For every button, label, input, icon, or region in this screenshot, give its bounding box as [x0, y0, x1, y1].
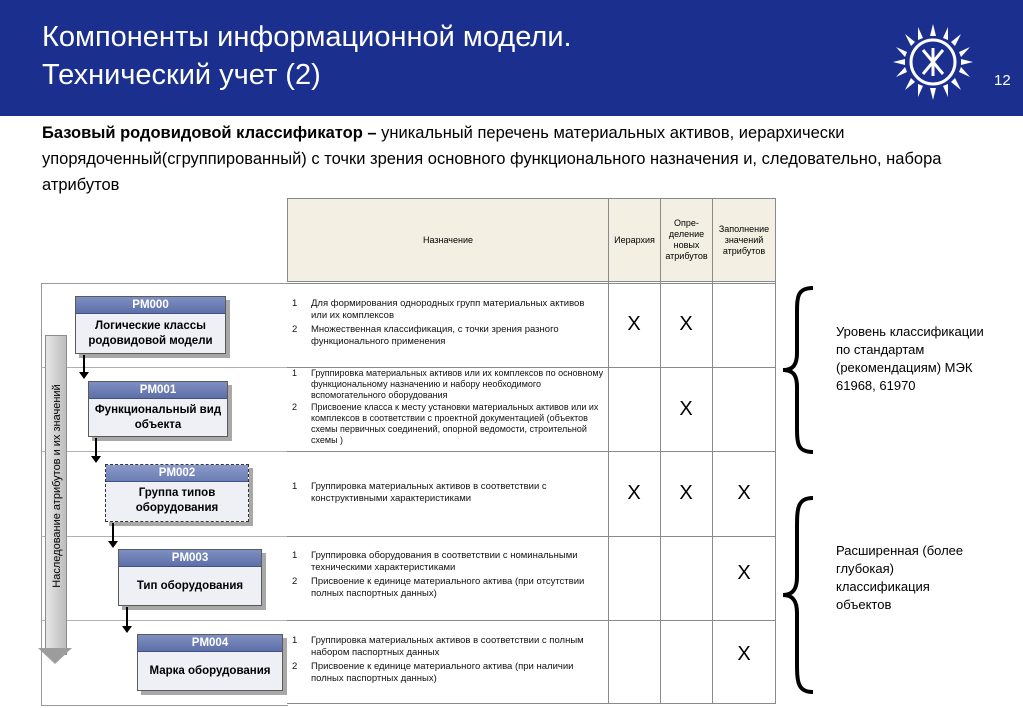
pm-code: PM004: [138, 635, 282, 652]
pm-code: PM001: [89, 382, 227, 399]
pm-label: Группа типов оборудования: [135, 487, 219, 514]
row-divider: [287, 620, 776, 621]
inheritance-arrow-head: [38, 648, 72, 664]
row-divider: [287, 703, 776, 704]
item-number: 1: [292, 481, 298, 492]
pm-code: PM003: [119, 550, 261, 567]
item-number: 1: [292, 298, 298, 309]
col-divider: [775, 282, 776, 704]
intro-paragraph: [42, 120, 982, 198]
item-text: Присвоение к единице материального актива (при отсутствии полных паспортных данных): [311, 576, 585, 599]
note-extended-level: Расширенная (более глубокая) классификация объектов: [836, 543, 964, 612]
item-text: Присвоение к единице материального актива (при наличии полных паспортных данных): [311, 661, 574, 684]
brace-upper: [779, 285, 819, 455]
connector-arrow: [126, 607, 128, 627]
brace-lower: [779, 495, 819, 695]
item-text: Присвоение класса к месту установки материальных активов или их комплексов в соответствии с проектной документацией (объектов схемы первичных соединений, опорной ведомости, строительной схемы ): [311, 402, 599, 445]
mark-define: X: [679, 482, 693, 504]
row-divider: [287, 451, 776, 452]
header-purpose: Назначение: [287, 198, 609, 282]
item-number: 1: [292, 635, 298, 646]
connector-arrow: [83, 355, 85, 373]
item-number: 1: [292, 368, 298, 378]
header-hierarchy: Иерархия: [608, 198, 661, 282]
row-description: [289, 298, 589, 348]
row-divider-left: [41, 451, 288, 452]
energy-company-logo-icon: [888, 20, 978, 104]
pm-code: PM002: [106, 465, 248, 482]
intro-bold-term: Базовый родовидовой классификатор –: [42, 124, 377, 142]
item-number: 2: [292, 402, 298, 412]
item-text: Для формирования однородных групп материальных активов или их комплексов: [311, 298, 585, 321]
note-standard-level: Уровень классификации по стандартам (рекомендациям) МЭК 61968, 61970: [836, 324, 984, 393]
item-number: 2: [292, 661, 298, 672]
mark-fill: X: [737, 643, 751, 665]
row-divider-left: [41, 536, 288, 537]
slide-title: [42, 18, 572, 94]
row-divider-left: [41, 620, 288, 621]
title-line-1: Компоненты информационной модели.: [42, 21, 572, 53]
item-text: Группировка материальных активов или их комплексов по основному функциональному назначению и набору необходимого вспомогательного оборудования: [311, 368, 604, 400]
pm-code: PM000: [76, 297, 225, 314]
item-number: 2: [292, 324, 298, 335]
item-text: Группировка материальных активов в соответствии с конструктивными характеристиками: [311, 481, 547, 504]
intro-text: уникальный перечень материальных активов, иерархически упорядоченный(сгруппированный) с точки зрения основного функционального назначения и, следовательно, набора атрибутов: [42, 124, 942, 194]
row-description: [289, 550, 589, 600]
mark-hierarchy: X: [627, 313, 641, 335]
item-text: Группировка материальных активов в соответствии с полным набором паспортных данных: [311, 635, 584, 658]
pm-label: Функциональный вид объекта: [94, 404, 222, 431]
inheritance-label: Наследование атрибутов и их значений: [51, 384, 63, 588]
header-bar: [0, 0, 1023, 116]
classification-table: [287, 198, 776, 704]
connector-arrow: [95, 438, 97, 457]
item-text: Группировка оборудования в соответствии с номинальными техническими характеристиками: [311, 550, 578, 573]
mark-define: X: [679, 398, 693, 420]
pm-box-pm004: [137, 634, 283, 691]
item-text: Множественная классификация, с точки зрения разного функционального применения: [311, 324, 559, 347]
item-number: 1: [292, 550, 298, 561]
pm-box-pm001: [88, 381, 228, 437]
row-divider: [287, 536, 776, 537]
connector-arrow: [112, 523, 114, 542]
row-description: [289, 481, 599, 505]
mark-define: X: [679, 313, 693, 335]
header-define-attributes: Опре-деление новых атрибутов: [660, 198, 713, 282]
pm-label: Марка оборудования: [149, 664, 271, 677]
pm-label: Логические классы родовидовой модели: [88, 320, 213, 347]
header-fill-values: Заполнение значений атрибутов: [712, 198, 776, 282]
page-number: 12: [994, 72, 1011, 89]
row-divider: [287, 283, 776, 284]
pm-label: Тип оборудования: [136, 579, 244, 592]
row-divider-left: [41, 367, 288, 368]
col-divider: [712, 282, 713, 704]
row-description: [289, 368, 605, 446]
mark-hierarchy: X: [627, 482, 641, 504]
row-description: [289, 635, 589, 685]
pm-box-pm000: [75, 296, 226, 354]
pm-box-pm003: [118, 549, 262, 606]
item-number: 2: [292, 576, 298, 587]
title-line-2: Технический учет (2): [42, 59, 321, 91]
mark-fill: X: [737, 562, 751, 584]
mark-fill: X: [737, 482, 751, 504]
pm-box-pm002: [105, 464, 249, 522]
